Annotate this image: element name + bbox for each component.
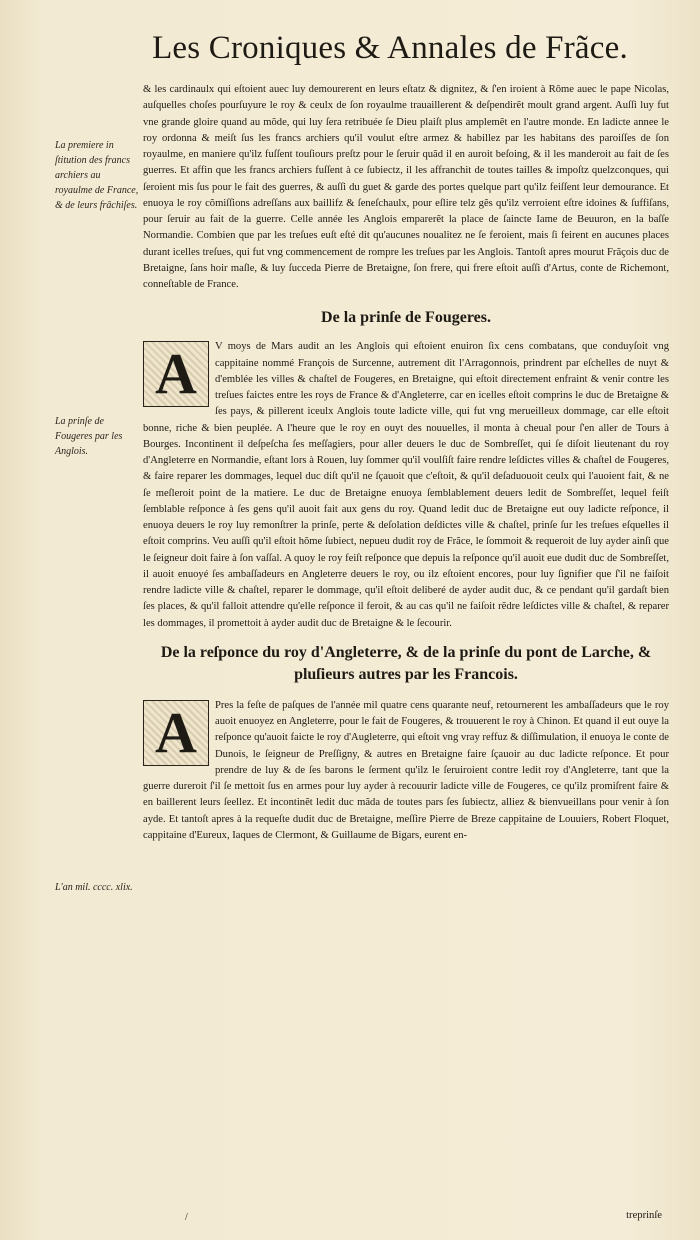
running-header: Les Croniques & Annales de Frãce. bbox=[152, 30, 628, 66]
decorated-initial-a bbox=[143, 700, 209, 766]
section-title-responce: De la reſponce du roy d'Angleterre, & de la prinſe du pont de Larche, & pluſieurs autres par les Francois. bbox=[160, 643, 652, 683]
margin-note-prinse-fougeres: La prinſe de Fougeres par les Anglois. bbox=[55, 416, 123, 457]
section-responce-body bbox=[143, 698, 669, 844]
margin-note-francs-archiers: La premiere in ſtitution des francs archiers au royaulme de France, & de leurs frāchiſes. bbox=[55, 140, 139, 211]
decorated-initial-a bbox=[143, 341, 209, 407]
page-mark: / bbox=[185, 1212, 188, 1223]
intro-paragraph: & les cardinaulx qui eſtoient auec luy demourerent en leurs eſtatz & dignitez, & ſ'en iroient à Rôme auec le pape Nicolas, auſquelles choſes pourſuyure le roy & ceulx de ſon royaulme trauaillerent & deſpendirẽt moult grand argent. Auſſi luy fut vne grande gloire quand au mõde, qui luy ſera retribuée ſe Dieu plaiſt plus amplemẽt en l'autre monde. En ladicte annee le roy ordonna & meiſt ſus les francs archiers qu'il voulut eſtre armez & habillez par les habitans des paroiſſes de ſon royaulme, en maniere qu'ilz fuſſent touſiours preſtz pour le ſeruir quãd il en auroit beſoing, & il les manderoit au fait de ſes guerres. Et affin que les francs archiers fuſſent à ce ſubiectz, il les affranchit de toutes tailles & impoſtz quelzconques, qui ſeroient mis ſus pour le fait des guerres, & auſſi du guet & garde des portes quelque part qu'ilz feiſſent leur demourance. Et enuoya le roy cõmiſſions adreſſans aux baillifz & ſeneſchaulx, pour eſlire telz gẽs qu'ilz verroient eſtre idoines & ſuffiſans, pour ſeruir au fait de la guerre. Celle année les Anglois emparerẽt la place de ſaincte Iame de Beuuron, en la baſſe Normandie. Combien que par les treſues euſt eſté dit qu'aucunes noualitez ne ſe feroient, mais ſi feirent en aucunes places durant icelles treſues, qui fut vng commencement de rompre les treſues par les Anglois. Tantoſt apres mourut Frãçois duc de Bretaigne, ſans hoir maſle, & luy ſucceda Pierre de Bretaigne, ſon frere, qui frere eſtoit auſſi d'Artus, conte de Richemont, conneſtable de France. bbox=[143, 84, 669, 290]
catchword: treprinſe bbox=[626, 1210, 662, 1221]
section-fougeres-body bbox=[143, 339, 669, 632]
margin-note-year: L'an mil. cccc. xlix. bbox=[55, 882, 133, 893]
initial-letter: A bbox=[155, 699, 197, 765]
initial-letter: A bbox=[155, 341, 197, 407]
section-title-fougeres: De la prinſe de Fougeres. bbox=[321, 309, 491, 327]
section-fougeres-text: V moys de Mars audit an les Anglois qui eſtoient enuiron ſix cens combatans, que conduyſoit vng cappitaine nommé François de Surcenne, autrement dit l'Arragonnois, prindrent par eſchelles de nuyt & d'emblée les villes & chaſtel de Fougeres, en Bretaigne, qui eſtoit directement enfraint & venir contre les treſues faictes entre les roys de France & d'Angleterre, car en icelles eſtoit comprins le duc de Bretaigne & ſes pays, & pillerent iceulx Anglois toute ladicte ville, qui fut vng merueilleux dommage, car elle eſtoit bonne, riche & bien peuplée. A l'heure que le roy en ouyt des nouuelles, il monta à cheual pour ſ'en aller de Tours à Bourges. Incontinent il deſpeſcha ſes meſſagiers, pour aller deuers le duc de Sombreſſet, qui ſe diſoit lieutenant du roy d'Angleterre en Normandie, eſtant lors à Rouen, luy ſommer qu'il voulſiſt faire rendre leſdictes villes & chaſtel de Fougeres, & faire reparer les dommages, lequel duc diſt qu'il ne ſçauoit que c'eſtoit, & qu'il deſaduouoit ceulx qui l'auoient fait, & ne ſe meſleroit point de la matiere. Le duc de Bretaigne enuoya ſemblablement deuers ledit de Sombreſſet, lequel feiſt ſemblable reſponce à ſes gens qu'il auoit fait aux gens du roy. Quand ledit duc de Bretaigne eut ouy ladicte reſponce, il enuoya deuers le roy luy remonſtrer la prinſe, perte & deſolation deſdictes ville & chaſtel, prinſe ſur les treſues eſquelles il eſtoit comprins. Veu auſſi qu'il eſtoit hõme ſubiect, nepueu dudit roy de Frãce, le ſommoit & requeroit de luy ayder ainſi que le ſeigneur doit faire à ſon vaſſal. A quoy le roy feiſt reſponce que depuis la reſponce qu'il auoit eue dudit duc de Sombreſſet, il auoit enuoyé ſes ambaſſadeurs en Angleterre deuers le roy, ou ilz eſtoient encores, pour luy ſignifier que ſ'il ne faiſoit rendre ladicte ville & chaſtel, reparer le dommage, qu'il eſtoit deliberé de ayder audit duc, & ce pendant qu'il gardaſt bien ſes places, & qu'il falloit attendre qu'elle reſponce il feroit, & au cas qu'il ne faiſoit rẽdre leſdictes ville & chaſtel, & reparer les dommages, il promettoit à ayder audit duc de Bretaigne & le ſecourir. bbox=[143, 341, 669, 629]
section-responce-text: Pres la feſte de paſques de l'année mil quatre cens quarante neuf, retournerent les ambaſſadeurs que le roy auoit enuoyez en Angleterre, pour le fait de Fougeres, & trouuerent le roy à Chinon. Et quand il eut ouye la reſponce qu'auoit faicte le roy d'Augleterre, qui eſtoit vng vray reffuz & diſſimulation, il enuoya le conte de Dunois, le ſeigneur de Preſſigny, & autres en Bretaigne faire ſçauoir au duc ladicte reſponce. Et pour prendre de luy & de ſes barons le ſerment qu'ilz le ſeruiroient contre ledit roy d'Angleterre, tant que la guerre dureroit ſ'il ſe mettoit ſus en armes pour luy ayder à recouurir ladicte ville de Fougeres, ce qu'ilz promiſrent faire & en baillerent leurs ſeellez. Et incontinẽt ledit duc mãda de toutes pars ſes ſubiectz, alliez & bienvueillans pour venir à ſon ayde. Et tantoſt apres à la requeſte dudit duc de Bretaigne, meſſire Pierre de Breze cappitaine de Louuiers, Robert Floquet, cappitaine d'Eureux, Iaques de Clermont, & Guillaume de Bigars, eurent en- bbox=[143, 699, 669, 841]
main-text-column bbox=[143, 82, 669, 844]
